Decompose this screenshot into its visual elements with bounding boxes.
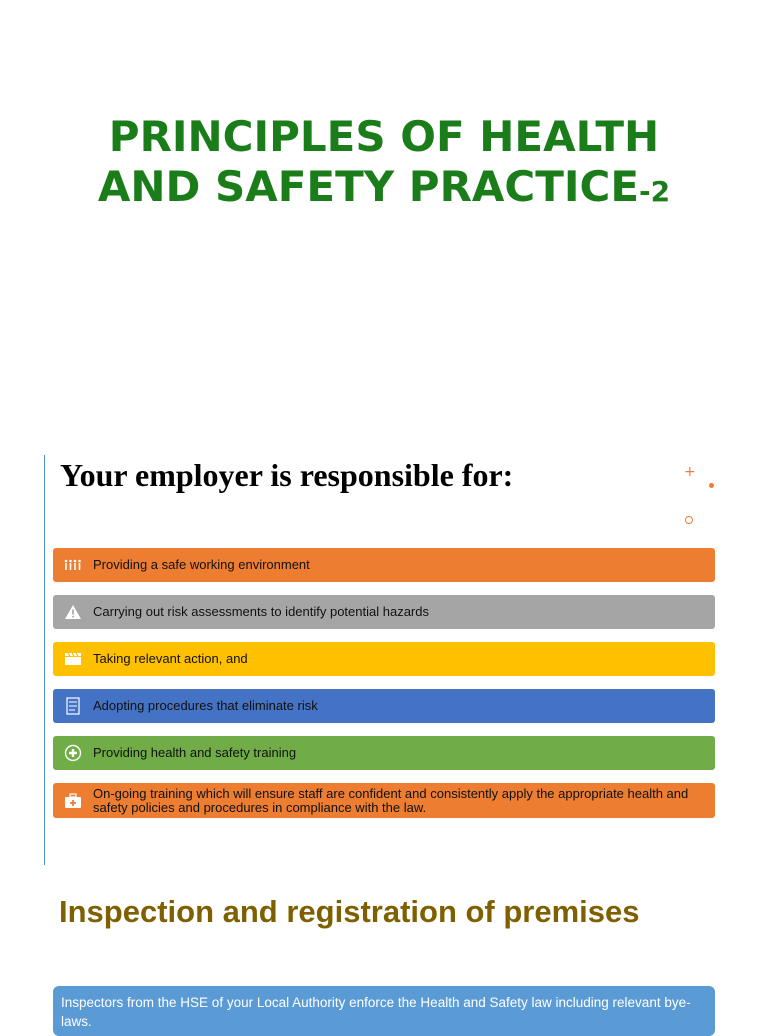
list-item xyxy=(53,642,715,676)
ring-decoration-icon xyxy=(685,516,693,524)
list-item-label: On-going training which will ensure staff are confident and consistently apply the appropriate health and safety policies and procedures in compliance with the law. xyxy=(93,785,689,815)
page-title xyxy=(0,112,768,217)
list-item-label: Carrying out risk assessments to identify potential hazards xyxy=(93,604,429,619)
clapperboard-icon xyxy=(53,652,93,666)
responsibilities-heading: Your employer is responsible for: xyxy=(60,457,514,493)
title-suffix: -2 xyxy=(639,175,671,208)
title-line-1: PRINCIPLES OF HEALTH xyxy=(108,112,660,161)
list-item-label: Adopting procedures that eliminate risk xyxy=(93,698,318,713)
vertical-divider xyxy=(44,455,45,865)
list-item xyxy=(53,736,715,770)
plus-decoration-icon: + xyxy=(684,464,696,480)
list-item xyxy=(53,689,715,723)
list-item-label: Providing a safe working environment xyxy=(93,557,310,572)
list-item xyxy=(53,595,715,629)
list-item-label: Taking relevant action, and xyxy=(93,651,248,666)
warning-icon xyxy=(53,604,93,620)
list-item xyxy=(53,548,715,582)
first-aid-kit-icon xyxy=(53,793,93,809)
inspection-textbox xyxy=(53,986,715,1036)
list-item-label: Providing health and safety training xyxy=(93,745,297,760)
title-line-2 xyxy=(0,162,768,217)
list-item xyxy=(53,783,715,818)
dot-decoration-icon xyxy=(709,483,714,488)
people-icon xyxy=(53,559,93,571)
inspection-text: Inspectors from the HSE of your Local Authority enforce the Health and Safety law including relevant bye-laws. xyxy=(61,995,691,1029)
inspection-heading: Inspection and registration of premises xyxy=(59,894,640,929)
checklist-icon xyxy=(53,697,93,715)
responsibility-list xyxy=(53,548,715,831)
first-aid-icon xyxy=(53,744,93,762)
title-line-2-text: AND SAFETY PRACTICE xyxy=(97,162,640,211)
